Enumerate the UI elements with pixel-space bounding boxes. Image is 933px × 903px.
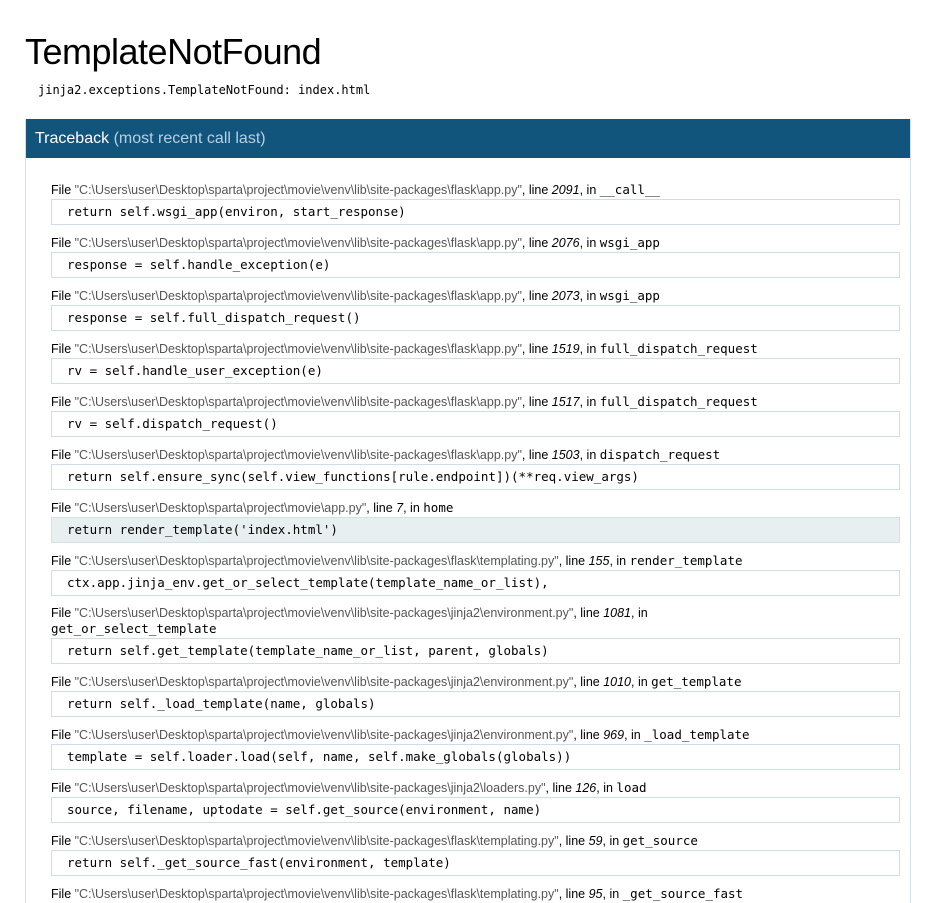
frame-line-number: 1010	[603, 675, 632, 689]
frame-file-path: "C:\Users\user\Desktop\sparta\project\movie\venv\lib\site-packages\flask\app.py"	[74, 183, 522, 197]
frame-source-line[interactable]: return self.get_template(template_name_or_list, parent, globals)	[51, 638, 900, 664]
frame-line-label: , line	[521, 448, 552, 462]
frame-file-path: "C:\Users\user\Desktop\sparta\project\movie\venv\lib\site-packages\flask\app.py"	[74, 448, 522, 462]
frame-line-label: , line	[558, 887, 589, 901]
page-title: TemplateNotFound	[25, 31, 322, 72]
traceback-header-label: Traceback	[35, 130, 110, 147]
frame-location	[51, 823, 900, 849]
frame-line-label: , line	[545, 781, 576, 795]
frame-source-line[interactable]: template = self.loader.load(self, name, self.make_globals(globals))	[51, 744, 900, 770]
frame-line-number: 2091	[551, 183, 580, 197]
frame-file-path: "C:\Users\user\Desktop\sparta\project\movie\venv\lib\site-packages\jinja2\environment.py"	[74, 728, 574, 742]
frame-location	[51, 717, 900, 743]
traceback-frame	[51, 278, 900, 331]
frame-function-name: get_or_select_template	[51, 621, 217, 636]
frame-location	[51, 384, 900, 410]
frame-source-line[interactable]: return self.wsgi_app(environ, start_response)	[51, 199, 900, 225]
frame-file-path: "C:\Users\user\Desktop\sparta\project\movie\venv\lib\site-packages\jinja2\environment.py"	[74, 606, 574, 620]
frame-in-label: , in	[631, 606, 648, 620]
frame-line-number: 7	[396, 501, 404, 515]
frame-in-label: , in	[579, 183, 600, 197]
frame-location	[51, 225, 900, 251]
frame-line-label: , line	[521, 395, 552, 409]
frame-line-label: , line	[558, 554, 589, 568]
frame-function-name: dispatch_request	[599, 447, 721, 462]
frame-in-label: , in	[579, 342, 600, 356]
frame-line-label: , line	[521, 342, 552, 356]
frame-source-line[interactable]: rv = self.handle_user_exception(e)	[51, 358, 900, 384]
frame-source-line[interactable]: rv = self.dispatch_request()	[51, 411, 900, 437]
frame-list	[26, 158, 910, 903]
traceback-frame	[51, 770, 900, 823]
frame-in-label: , in	[624, 728, 645, 742]
frame-in-label: , in	[579, 395, 600, 409]
frame-function-name: render_template	[629, 553, 743, 568]
traceback-header-muted: (most recent call last)	[113, 130, 266, 147]
frame-location	[51, 331, 900, 357]
frame-in-label: , in	[609, 554, 630, 568]
traceback-frame	[51, 664, 900, 717]
traceback-frame	[51, 490, 900, 543]
frame-line-number: 969	[603, 728, 625, 742]
frame-function-name: wsgi_app	[599, 235, 660, 250]
frame-in-label: , in	[403, 501, 424, 515]
frame-in-label: , in	[579, 236, 600, 250]
traceback-frame	[51, 172, 900, 225]
frame-file-label: File	[51, 501, 75, 515]
frame-line-number: 1517	[551, 395, 580, 409]
frame-function-name: wsgi_app	[599, 288, 660, 303]
frame-file-path: "C:\Users\user\Desktop\sparta\project\movie\venv\lib\site-packages\flask\app.py"	[74, 236, 522, 250]
frame-location	[51, 543, 900, 569]
frame-source-line[interactable]: ctx.app.jinja_env.get_or_select_template(template_name_or_list),	[51, 570, 900, 596]
frame-in-label: , in	[579, 448, 600, 462]
frame-line-number: 2073	[551, 289, 580, 303]
frame-line-number: 1081	[603, 606, 632, 620]
frame-file-label: File	[51, 887, 75, 901]
frame-file-path: "C:\Users\user\Desktop\sparta\project\movie\venv\lib\site-packages\flask\app.py"	[74, 342, 522, 356]
frame-line-label: , line	[521, 183, 552, 197]
frame-file-path: "C:\Users\user\Desktop\sparta\project\movie\venv\lib\site-packages\flask\templating.py"	[74, 887, 559, 901]
frame-file-label: File	[51, 448, 75, 462]
frame-source-line[interactable]: return self._get_source_fast(environment, template)	[51, 850, 900, 876]
frame-line-label: , line	[573, 728, 604, 742]
frame-source-line-current[interactable]: return render_template('index.html')	[51, 517, 900, 543]
frame-line-number: 155	[588, 554, 610, 568]
frame-line-number: 126	[575, 781, 597, 795]
frame-location	[51, 437, 900, 463]
frame-file-path: "C:\Users\user\Desktop\sparta\project\movie\venv\lib\site-packages\jinja2\environment.py"	[74, 675, 574, 689]
frame-function-name: load	[616, 780, 647, 795]
frame-line-label: , line	[573, 675, 604, 689]
frame-file-label: File	[51, 675, 75, 689]
frame-function-name: _load_template	[644, 727, 750, 742]
frame-file-path: "C:\Users\user\Desktop\sparta\project\movie\venv\lib\site-packages\jinja2\loaders.py"	[74, 781, 546, 795]
frame-file-path: "C:\Users\user\Desktop\sparta\project\movie\venv\lib\site-packages\flask\templating.py"	[74, 554, 559, 568]
frame-location	[51, 172, 900, 198]
frame-in-label: , in	[596, 781, 617, 795]
frame-line-label: , line	[558, 834, 589, 848]
error-message: jinja2.exceptions.TemplateNotFound: index.html	[38, 83, 371, 97]
frame-line-number: 95	[588, 887, 603, 901]
frame-in-label: , in	[579, 289, 600, 303]
traceback-frame	[51, 823, 900, 876]
frame-source-line[interactable]: response = self.full_dispatch_request()	[51, 305, 900, 331]
traceback-frame	[51, 717, 900, 770]
frame-file-label: File	[51, 606, 75, 620]
frame-source-line[interactable]: return self.ensure_sync(self.view_functions[rule.endpoint])(**req.view_args)	[51, 464, 900, 490]
frame-line-number: 59	[588, 834, 603, 848]
frame-source-line[interactable]: source, filename, uptodate = self.get_source(environment, name)	[51, 797, 900, 823]
traceback-frame	[51, 543, 900, 596]
frame-file-label: File	[51, 554, 75, 568]
frame-location	[51, 278, 900, 304]
traceback-frame	[51, 596, 900, 664]
frame-function-name: get_source	[622, 833, 698, 848]
traceback-panel	[25, 119, 911, 903]
frame-file-label: File	[51, 728, 75, 742]
frame-file-path: "C:\Users\user\Desktop\sparta\project\movie\venv\lib\site-packages\flask\app.py"	[74, 395, 522, 409]
frame-file-label: File	[51, 781, 75, 795]
frame-function-name: get_template	[651, 674, 742, 689]
traceback-frame	[51, 876, 900, 903]
frame-function-name: __call__	[599, 182, 660, 197]
frame-file-path: "C:\Users\user\Desktop\sparta\project\movie\venv\lib\site-packages\flask\app.py"	[74, 289, 522, 303]
traceback-header[interactable]	[26, 119, 910, 158]
traceback-frame	[51, 225, 900, 278]
frame-line-number: 2076	[551, 236, 580, 250]
frame-location	[51, 770, 900, 796]
frame-in-label: , in	[631, 675, 652, 689]
frame-source-line[interactable]: return self._load_template(name, globals)	[51, 691, 900, 717]
traceback-frame	[51, 331, 900, 384]
frame-file-label: File	[51, 183, 75, 197]
frame-location	[51, 596, 791, 637]
frame-in-label: , in	[602, 887, 623, 901]
frame-line-label: , line	[521, 236, 552, 250]
frame-line-label: , line	[573, 606, 604, 620]
frame-function-name: home	[423, 500, 454, 515]
frame-file-label: File	[51, 395, 75, 409]
frame-function-name: _get_source_fast	[622, 886, 744, 901]
frame-location	[51, 664, 900, 690]
traceback-frame	[51, 384, 900, 437]
frame-function-name: full_dispatch_request	[599, 394, 758, 409]
frame-source-line[interactable]: response = self.handle_exception(e)	[51, 252, 900, 278]
frame-file-label: File	[51, 236, 75, 250]
frame-file-label: File	[51, 289, 75, 303]
frame-file-label: File	[51, 834, 75, 848]
frame-in-label: , in	[602, 834, 623, 848]
frame-line-label: , line	[366, 501, 397, 515]
frame-line-number: 1503	[551, 448, 580, 462]
traceback-frame	[51, 437, 900, 490]
frame-file-label: File	[51, 342, 75, 356]
frame-file-path: "C:\Users\user\Desktop\sparta\project\movie\app.py"	[74, 501, 367, 515]
frame-file-path: "C:\Users\user\Desktop\sparta\project\movie\venv\lib\site-packages\flask\templating.py"	[74, 834, 559, 848]
frame-line-number: 1519	[551, 342, 580, 356]
frame-location	[51, 876, 900, 902]
frame-line-label: , line	[521, 289, 552, 303]
frame-function-name: full_dispatch_request	[599, 341, 758, 356]
frame-location	[51, 490, 900, 516]
